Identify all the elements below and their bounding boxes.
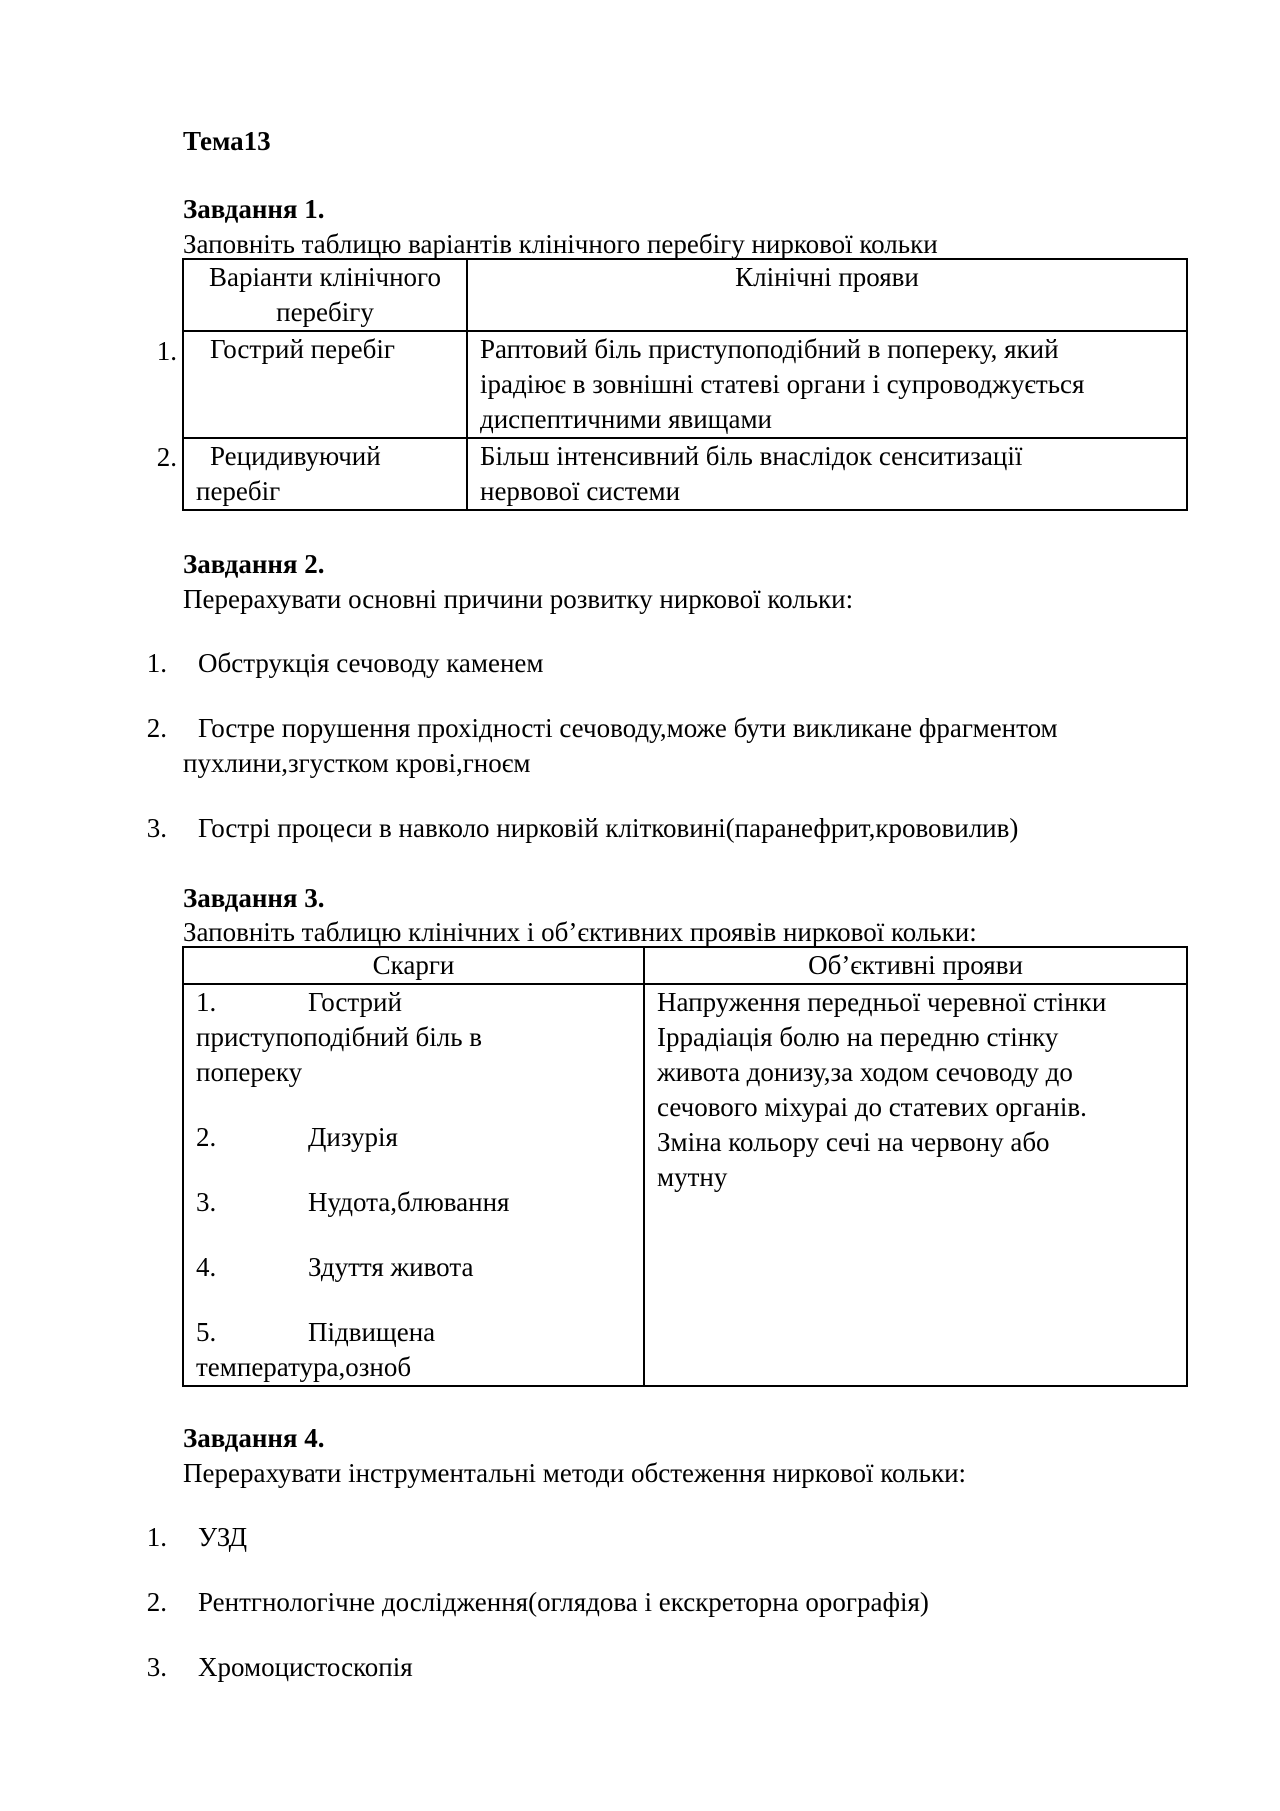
table-row [183, 331, 1187, 438]
task4-instruction: Перерахувати інструментальні методи обстеження ниркової кольки: [183, 1458, 967, 1488]
list-item-number: 1. [146, 648, 167, 678]
list-item-number: 3. [146, 813, 167, 843]
list-item-text: Рентгнологічне дослідження(оглядова і екскреторна орографія) [198, 1587, 929, 1617]
task4-heading: Завдання 4. [183, 1423, 325, 1453]
complaint-4: 4. Здуття живота [196, 1252, 474, 1282]
task3-complaints-cell [183, 984, 644, 1386]
table-row [183, 984, 1187, 1386]
task2-instruction: Перерахувати основні причини розвитку ниркової кольки: [183, 584, 854, 614]
task1-row1-manifestation [467, 331, 1187, 438]
task1-row1-number: 1. [156, 336, 177, 366]
task1-row2-variant-line1: Рецидивуючий [210, 441, 381, 471]
list-item-text: Гострі процеси в навколо нирковій клітковині(паранефрит,крововилив) [198, 813, 1019, 843]
objective-line: Напруження передньої черевної стінки [657, 987, 1107, 1017]
list-item-text: Обструкція сечоводу каменем [198, 648, 544, 678]
list-item-text: Гостре порушення прохідності сечоводу,може бути викликане фрагментом пухлини,згустком крові,гноєм [183, 713, 1058, 778]
task1-row1-line3: диспептичними явищами [480, 404, 772, 434]
objective-line: Зміна кольору сечі на червону або [657, 1127, 1050, 1157]
task1-header-variants [183, 259, 467, 331]
objective-line: Іррадіація болю на передню стінку [657, 1022, 1059, 1052]
task2-heading: Завдання 2. [183, 549, 325, 579]
task3-header-complaints: Скарги [183, 947, 644, 984]
objective-line: живота донизу,за ходом сечоводу до [657, 1057, 1073, 1087]
task1-header-manifestations: Клінічні прояви [467, 259, 1187, 331]
task1-row2-manifestation [467, 438, 1187, 510]
task1-row2-variant [183, 438, 467, 510]
task1-row1-line2: ірадіює в зовнішні статеві органи і супроводжується [480, 369, 1085, 399]
objective-line: сечового міхураі до статевих органів. [657, 1092, 1087, 1122]
task1-header-row [183, 259, 1187, 331]
task3-objective-cell [644, 984, 1187, 1386]
task1-heading: Завдання 1. [183, 194, 325, 224]
task3-header-objective: Об’єктивні прояви [644, 947, 1187, 984]
task1-row2-variant-line2: перебіг [196, 476, 281, 506]
task1-header-variants-line2: перебігу [276, 297, 374, 327]
task1-header-variants-line1: Варіанти клінічного [209, 262, 441, 292]
task1-row1-line1: Раптовий біль приступоподібний в попереку, який [480, 334, 1059, 364]
list-item-text: УЗД [198, 1522, 248, 1552]
task1-row1-variant [183, 331, 467, 438]
complaint-1: 1. Гострий [196, 987, 402, 1017]
complaint-3: 3. Нудота,блювання [196, 1187, 510, 1217]
table-row [183, 438, 1187, 510]
task1-row2-line1: Більш інтенсивний біль внаслідок сенситизації [480, 441, 1023, 471]
list-item-number: 1. [146, 1522, 167, 1552]
list-item-text: Хромоцистоскопія [198, 1652, 413, 1682]
task1-row2-number: 2. [156, 442, 177, 472]
task3-instruction: Заповніть таблицю клінічних і об’єктивних проявів ниркової кольки: [183, 917, 977, 947]
complaint-2: 2. Дизурія [196, 1122, 398, 1152]
task1-row1-variant-text: Гострий перебіг [210, 334, 395, 364]
objective-line: мутну [657, 1162, 728, 1192]
list-item-number: 3. [146, 1652, 167, 1682]
list-item-number: 2. [146, 1587, 167, 1617]
task3-table [182, 946, 1188, 1387]
task1-row2-line2: нервової системи [480, 476, 681, 506]
list-item-number: 2. [146, 713, 167, 743]
topic-title: Тема13 [183, 126, 271, 156]
task1-table [182, 258, 1188, 511]
complaint-1-line2: приступоподібний біль в [196, 1022, 483, 1052]
complaint-5: 5. Підвищена [196, 1317, 436, 1347]
task1-instruction: Заповніть таблицю варіантів клінічного перебігу ниркової кольки [183, 229, 938, 259]
complaint-5-line2: температура,озноб [196, 1352, 412, 1382]
task3-heading: Завдання 3. [183, 883, 325, 913]
task3-header-row [183, 947, 1187, 984]
complaint-1-line3: попереку [196, 1057, 303, 1087]
